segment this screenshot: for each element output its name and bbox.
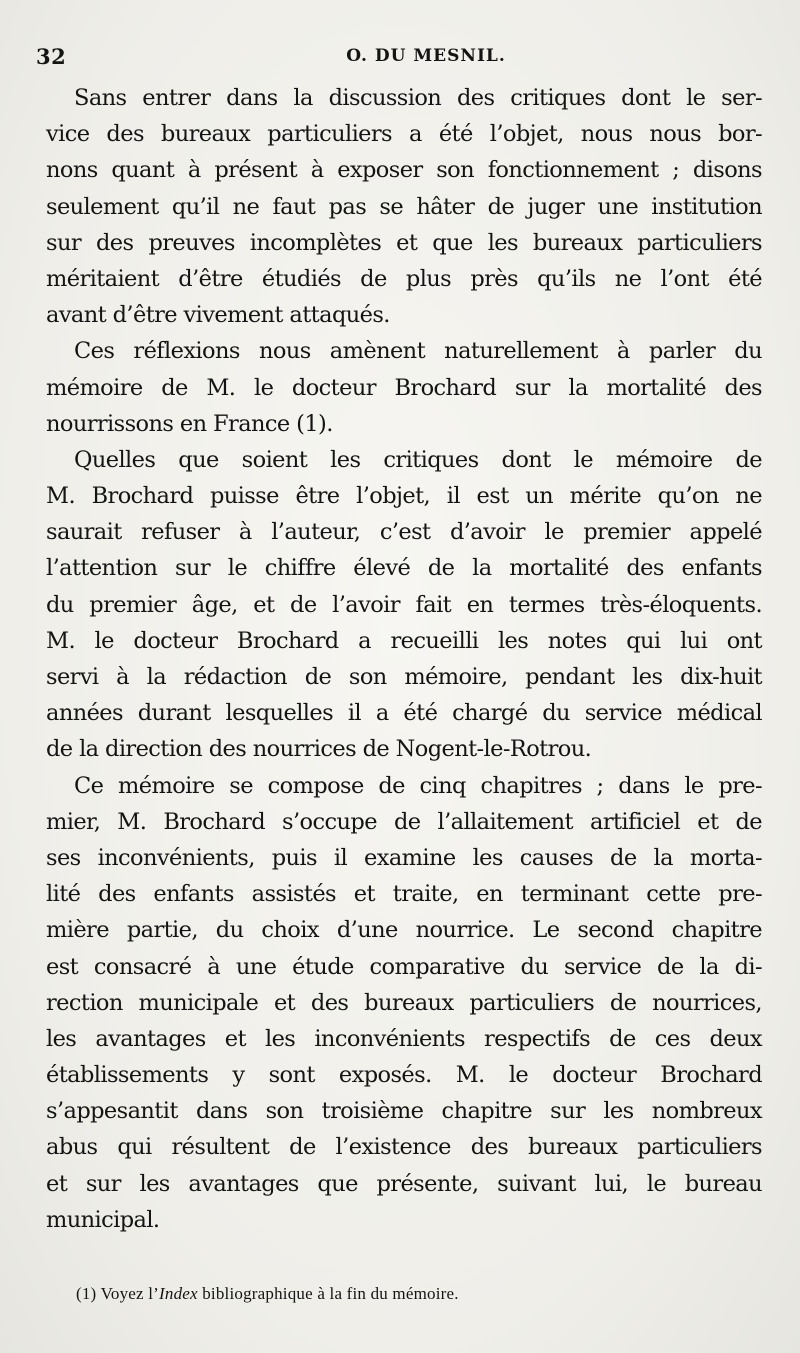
paragraph-line: rection municipale et des bureaux particuliers de nourrices, xyxy=(46,989,762,1016)
paragraph-line: seulement qu’il ne faut pas se hâter de juger une institution xyxy=(46,193,762,220)
footnote-marker: (1) xyxy=(76,1284,97,1303)
paragraph-line: sur des preuves incomplètes et que les bureaux particuliers xyxy=(46,229,762,256)
paragraph-line: mière partie, du choix d’une nourrice. Le second chapitre xyxy=(46,917,762,944)
paragraph-line: municipal. xyxy=(46,1206,160,1233)
paragraph-line: ses inconvénients, puis il examine les causes de la morta- xyxy=(46,844,762,871)
paragraph-line: du premier âge, et de l’avoir fait en termes très-éloquents. xyxy=(46,591,762,618)
page-header xyxy=(36,44,756,74)
paragraph-line: nons quant à présent à exposer son fonctionnement ; disons xyxy=(46,157,762,184)
paragraph-line: méritaient d’être étudiés de plus près qu’ils ne l’ont été xyxy=(46,265,762,292)
footnote-italic: Index xyxy=(159,1284,198,1303)
paragraph-line: vice des bureaux particuliers a été l’objet, nous nous bor- xyxy=(46,121,762,148)
paragraph-line: Ces réflexions nous amènent naturellement à parler du xyxy=(74,338,762,365)
paragraph-line: Sans entrer dans la discussion des critiques dont le ser- xyxy=(74,85,762,111)
paragraph-line: s’appesantit dans son troisième chapitre sur les nombreux xyxy=(46,1098,762,1125)
paragraph-line: saurait refuser à l’auteur, c’est d’avoir le premier appelé xyxy=(46,519,762,546)
running-head: O. DU MESNIL. xyxy=(346,46,506,66)
paragraph-line: abus qui résultent de l’existence des bureaux particuliers xyxy=(46,1134,762,1161)
paragraph-line: Ce mémoire se compose de cinq chapitres ; dans le pre- xyxy=(74,772,762,799)
paragraph-line: avant d’être vivement attaqués. xyxy=(46,302,390,329)
paragraph-line: est consacré à une étude comparative du service de la di- xyxy=(46,953,762,980)
footnote-text-before: Voyez l’ xyxy=(100,1284,160,1303)
paragraph-line: et sur les avantages que présente, suivant lui, le bureau xyxy=(46,1170,762,1197)
paragraph-line: l’attention sur le chiffre élevé de la mortalité des enfants xyxy=(46,555,762,582)
paragraph-line: mier, M. Brochard s’occupe de l’allaitement artificiel et de xyxy=(46,808,762,835)
footnote xyxy=(76,1284,756,1304)
paragraph-line: de la direction des nourrices de Nogent-le-Rotrou. xyxy=(46,736,592,763)
paragraph-line: servi à la rédaction de son mémoire, pendant les dix-huit xyxy=(46,664,762,690)
body-text xyxy=(46,80,762,1238)
paragraph-line: années durant lesquelles il a été chargé du service médical xyxy=(46,700,762,727)
paragraph-line: mémoire de M. le docteur Brochard sur la mortalité des xyxy=(46,374,762,401)
paragraph-line: M. Brochard puisse être l’objet, il est un mérite qu’on ne xyxy=(46,483,762,510)
footnote-text-after: bibliographique à la fin du mémoire. xyxy=(197,1284,459,1303)
paragraph-line: M. le docteur Brochard a recueilli les notes qui lui ont xyxy=(46,627,762,654)
paragraph-line: établissements y sont exposés. M. le docteur Brochard xyxy=(46,1062,762,1089)
page-number: 32 xyxy=(36,44,67,69)
paragraph-line: les avantages et les inconvénients respectifs de ces deux xyxy=(46,1025,762,1052)
paragraph-line: Quelles que soient les critiques dont le mémoire de xyxy=(74,446,762,473)
paragraph-line: lité des enfants assistés et traite, en terminant cette pre- xyxy=(46,881,762,908)
paragraph-line: nourrissons en France (1). xyxy=(46,410,333,437)
